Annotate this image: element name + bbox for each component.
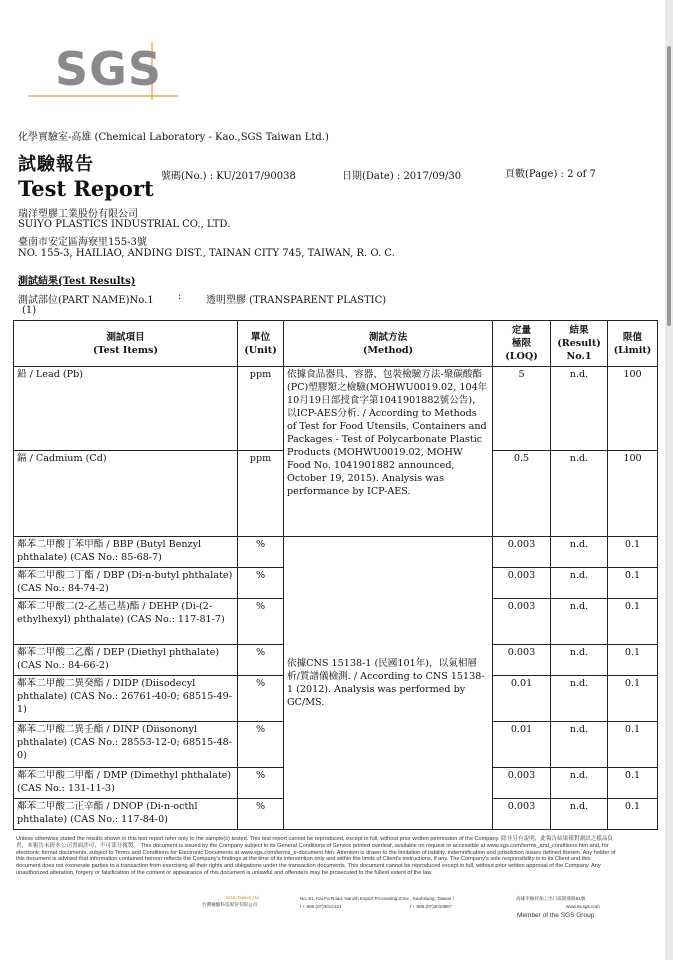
unit-cell: % (238, 799, 284, 830)
header-result: 結果 (Result) No.1 (551, 321, 608, 367)
loq-cell: 0.01 (493, 676, 551, 722)
scroll-edge (665, 0, 673, 960)
loq-cell: 0.003 (493, 799, 551, 830)
result-cell: n.d. (551, 722, 608, 768)
table-row (14, 537, 658, 568)
result-cell: n.d. (551, 568, 608, 599)
method-cell-gcms: 依據CNS 15138-1 (民國101年)，以氣相層析/質譜儀檢測. / According to CNS 15138-1 (2012). Analysis was performed by GC/MS. (284, 537, 493, 830)
item-cell: 鄰苯二甲酸二(2-乙基己基)酯 / DEHP (Di-(2-ethylhexyl) phthalate) (CAS No.: 117-81-7) (14, 599, 238, 645)
limit-cell: 0.1 (608, 645, 658, 676)
item-cell: 鉛 / Lead (Pb) (14, 367, 238, 451)
limit-cell: 0.1 (608, 599, 658, 645)
unit-cell: % (238, 568, 284, 599)
footer-address: No. 61, Kai-Fa Road, Nanzih Export Processing Zone , Kaohsiung, Taiwan / (300, 896, 454, 901)
unit-cell: % (238, 537, 284, 568)
results-title: 測試結果(Test Results) (18, 276, 136, 287)
item-cell: 鄰苯二甲酸二異癸酯 / DIDP (Diisodecyl phthalate) (CAS No.: 26761-40-0; 68515-49-1) (14, 676, 238, 722)
unit-cell: ppm (238, 367, 284, 451)
header-test-items: 測試項目 (Test Items) (14, 321, 238, 367)
part-colon: : (178, 291, 182, 302)
result-cell: n.d. (551, 537, 608, 568)
unit-cell: ppm (238, 451, 284, 537)
sgs-logo-text: SGS (55, 42, 163, 96)
footer-company-en: SGS Taiwan Ltd. (226, 895, 261, 900)
results-table (13, 320, 658, 830)
loq-cell: 0.003 (493, 599, 551, 645)
lab-name: 化學實驗室-高雄 (Chemical Laboratory - Kao.,SGS Taiwan Ltd.) (18, 132, 329, 143)
footer-tel: t + 886 (07)3012121 (300, 904, 342, 909)
footer-address-zh: 高雄市楠梓加工出口區開發路61號 (516, 896, 586, 901)
footer-company-zh: 台灣檢驗科技股份有限公司 (202, 902, 258, 907)
part-name: 透明塑膠 (TRANSPARENT PLASTIC) (206, 295, 387, 306)
item-cell: 鎘 / Cadmium (Cd) (14, 451, 238, 537)
result-cell: n.d. (551, 451, 608, 537)
limit-cell: 0.1 (608, 722, 658, 768)
header-unit: 單位 (Unit) (238, 321, 284, 367)
unit-cell: % (238, 645, 284, 676)
footer-web: www.tw.sgs.com (566, 904, 600, 909)
report-title-en: Test Report (18, 176, 154, 201)
result-cell: n.d. (551, 676, 608, 722)
table-row (14, 367, 658, 451)
footer-member: Member of the SGS Group (517, 912, 595, 919)
part-index: (1) (22, 305, 37, 316)
report-page: 頁數(Page) : 2 of 7 (505, 169, 596, 180)
unit-cell: % (238, 676, 284, 722)
header-limit: 限值 (Limit) (608, 321, 658, 367)
limit-cell: 0.1 (608, 676, 658, 722)
report-number: 號碼(No.) : KU/2017/90038 (161, 171, 296, 182)
limit-cell: 0.1 (608, 799, 658, 830)
item-cell: 鄰苯二甲酸二甲酯 / DMP (Dimethyl phthalate) (CAS No.: 131-11-3) (14, 768, 238, 799)
report-date: 日期(Date) : 2017/09/30 (342, 171, 462, 182)
item-cell: 鄰苯二甲酸二異壬酯 / DINP (Diisononyl phthalate) (CAS No.: 28553-12-0; 68515-48-0) (14, 722, 238, 768)
result-cell: n.d. (551, 645, 608, 676)
limit-cell: 100 (608, 451, 658, 537)
item-cell: 鄰苯二甲酸二乙酯 / DEP (Diethyl phthalate) (CAS No.: 84-66-2) (14, 645, 238, 676)
loq-cell: 5 (493, 367, 551, 451)
result-cell: n.d. (551, 367, 608, 451)
loq-cell: 0.5 (493, 451, 551, 537)
result-cell: n.d. (551, 799, 608, 830)
result-cell: n.d. (551, 599, 608, 645)
report-title-zh: 試驗報告 (18, 154, 94, 175)
limit-cell: 100 (608, 367, 658, 451)
limit-cell: 0.1 (608, 537, 658, 568)
unit-cell: % (238, 768, 284, 799)
client-name-zh: 瑞洋塑膠工業股份有限公司 (18, 209, 138, 220)
item-cell: 鄰苯二甲酸丁苯甲酯 / BBP (Butyl Benzyl phthalate) (CAS No.: 85-68-7) (14, 537, 238, 568)
part-label: 測試部位(PART NAME)No.1 (18, 295, 154, 306)
scrollbar-thumb[interactable] (667, 46, 671, 326)
item-cell: 鄰苯二甲酸二丁酯 / DBP (Di-n-butyl phthalate) (CAS No.: 84-74-2) (14, 568, 238, 599)
limit-cell: 0.1 (608, 768, 658, 799)
header-method: 測試方法 (Method) (284, 321, 493, 367)
item-cell: 鄰苯二甲酸二正辛酯 / DNOP (Di-n-octhl phthalate) (CAS No.: 117-84-0) (14, 799, 238, 830)
header-loq: 定量 極限 (LOQ) (493, 321, 551, 367)
unit-cell: % (238, 599, 284, 645)
footer-disclaimer: Unless otherwise stated the results shown in this test report refer only to the sample(s) tested. This test report cannot be reproduced, except in full, without prior written permission of the Company. 除非另有說明，此報告結果僅對測試之樣品負責，本報告未經本公司書面許可，不可部分複製。 This document is issued by the Company subject to its General Conditions of Service printed overleaf, available on request or accessible at www.sgs.com/terms_and_conditions.htm and, for electronic format documents, subject to Terms and Conditions for Electronic Documents at www.sgs.com/terms_e-document.htm. Attention is drawn to the limitation of liability, indemnification and jurisdiction issues defined therein. Any holder of this document is advised that information contained hereon reflects the Company's findings at the time of its intervention only and within the limits of Client's instructions, if any. The Company's sole responsibility is to its Client and this document does not exonerate parties to a transaction from exercising all their rights and obligations under the transaction documents. This document cannot be reproduced except in full, without prior written approval of the Company. Any unauthorized alteration, forgery or falsification of the content or appearance of this document is unlawful and offenders may be prosecuted to the fullest extent of the law. (16, 836, 616, 876)
loq-cell: 0.003 (493, 645, 551, 676)
footer-fax: f + 886 (07)3010867 (410, 904, 452, 909)
client-address-zh: 臺南市安定區海寮里155-3號 (18, 237, 147, 248)
limit-cell: 0.1 (608, 568, 658, 599)
loq-cell: 0.003 (493, 537, 551, 568)
table-header-row (14, 321, 658, 367)
unit-cell: % (238, 722, 284, 768)
client-address-en: NO. 155-3, HAILIAO, ANDING DIST., TAINAN CITY 745, TAIWAN, R. O. C. (18, 248, 395, 259)
client-name-en: SUIYO PLASTICS INDUSTRIAL CO., LTD. (18, 219, 231, 230)
loq-cell: 0.01 (493, 722, 551, 768)
result-cell: n.d. (551, 768, 608, 799)
loq-cell: 0.003 (493, 568, 551, 599)
loq-cell: 0.003 (493, 768, 551, 799)
method-cell-icp: 依據食品器具、容器、包裝檢驗方法-聚碳酸酯(PC)塑膠類之檢驗(MOHWU0019.02, 104年10月19日部授食字第1041901882號公告)，以ICP-AES分析. / According to Methods of Test for Food Utensils, Containers and Packages - Test of Polycarbonate Plastic Products (MOHWU0019.02, MOHW Food No. 1041901882 announced, October 19, 2015). Analysis was performance by ICP-AES. (284, 367, 493, 537)
